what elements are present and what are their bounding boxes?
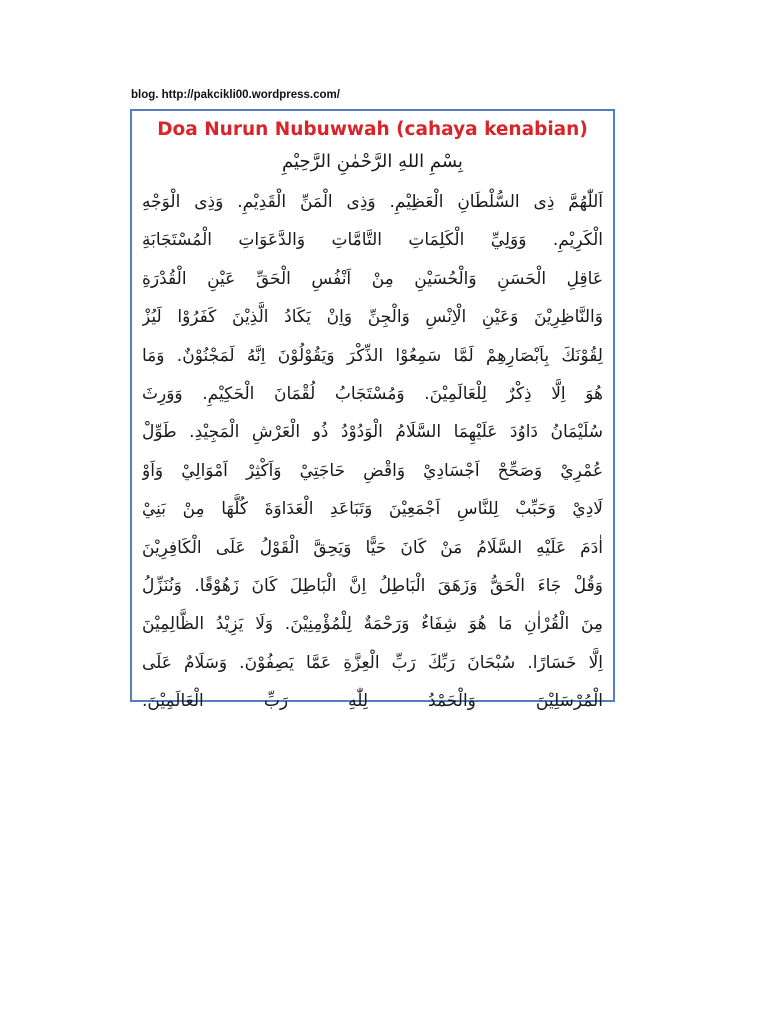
blog-source-line: blog. http://pakcikli00.wordpress.com/ (131, 89, 340, 101)
doa-line-9: لَادِيْ وَحَبِّبْ لِلنَّاسِ اَجْمَعِيْنَ وَتَبَاعَدِ الْعَدَاوَةَ كُلَّهَا مِنْ بَنِيْ (142, 499, 603, 520)
doa-document-frame (130, 109, 615, 712)
basmala-line: بِسْمِ اللهِ الرَّحْمٰنِ الرَّحِيْمِ (282, 151, 463, 172)
doa-line-7: سُلَيْمَانُ دَاوُدَ عَلَيْهِمَا السَّلَامُ الْوَدُوْدُ ذُو الْعَرْشِ الْمَجِيْدِ. طَوِّلْ (142, 422, 603, 443)
doa-line-10: اٰدَمَ عَلَيْهِ السَّلَامُ مَنْ كَانَ حَيًّا وَيَحِقَّ الْقَوْلُ عَلَى الْكَافِرِيْنَ (142, 537, 603, 558)
doa-line-14: الْمُرْسَلِيْنَ وَالْحَمْدُ لِلّٰهِ رَبِّ الْعَالَمِيْنَ. (142, 691, 603, 712)
doa-line-4: وَالنَّاظِرِيْنَ وَعَيْنِ الْاِنْسِ وَالْجِنِّ وَاِنْ يَكَادُ الَّذِيْنَ كَفَرُوْا لَيُزْ (142, 307, 603, 328)
doa-title: Doa Nurun Nubuwwah (cahaya kenabian) (157, 119, 588, 140)
doa-line-6: هُوَ اِلَّا ذِكْرٌ لِلْعَالَمِيْنَ. وَمُسْتَجَابُ لُقْمَانَ الْحَكِيْمِ. وَوَرِثَ (142, 383, 603, 404)
doa-line-3: عَاقِلِ الْحَسَنِ وَالْحُسَيْنِ مِنْ اَنْفُسِ الْحَقِّ عَيْنِ الْقُدْرَةِ (142, 268, 603, 289)
doa-line-12: مِنَ الْقُرْاٰنِ مَا هُوَ شِفَاءٌ وَرَحْمَةٌ لِلْمُؤْمِنِيْنَ. وَلَا يَزِيْدُ الظَّالِمِيْنَ (142, 614, 603, 635)
doa-text-body (142, 183, 603, 720)
doa-line-13: اِلَّا خَسَارًا. سُبْحَانَ رَبِّكَ رَبِّ الْعِزَّةِ عَمَّا يَصِفُوْنَ. وَسَلَامٌ عَلَى (142, 652, 603, 673)
doa-line-8: عُمْرِيْ وَصَحِّحْ اَجْسَادِيْ وَاقْضِ حَاجَتِيْ وَاَكْثِرْ اَمْوَالِيْ وَاَوْ (142, 460, 603, 481)
doa-line-1: اَللّٰهُمَّ ذِى السُّلْطَانِ الْعَظِيْمِ. وَذِى الْمَنِّ الْقَدِيْمِ. وَذِى الْوَجْهِ (142, 192, 603, 212)
doa-line-5: لِقُوْنَكَ بِاَبْصَارِهِمْ لَمَّا سَمِعُوْا الذِّكْرَ وَيَقُوْلُوْنَ اِنَّهُ لَمَجْنُوْنٌ. وَمَا (142, 345, 603, 366)
doa-line-11: وَقُلْ جَاءَ الْحَقُّ وَزَهَقَ الْبَاطِلُ اِنَّ الْبَاطِلَ كَانَ زَهُوْقًا. وَنُنَزِّلُ (142, 575, 603, 596)
doa-line-2: الْكَرِيْمِ. وَوَلِيِّ الْكَلِمَاتِ التَّامَّاتِ وَالدَّعَوَاتِ الْمُسْتَجَابَةِ (142, 230, 603, 251)
